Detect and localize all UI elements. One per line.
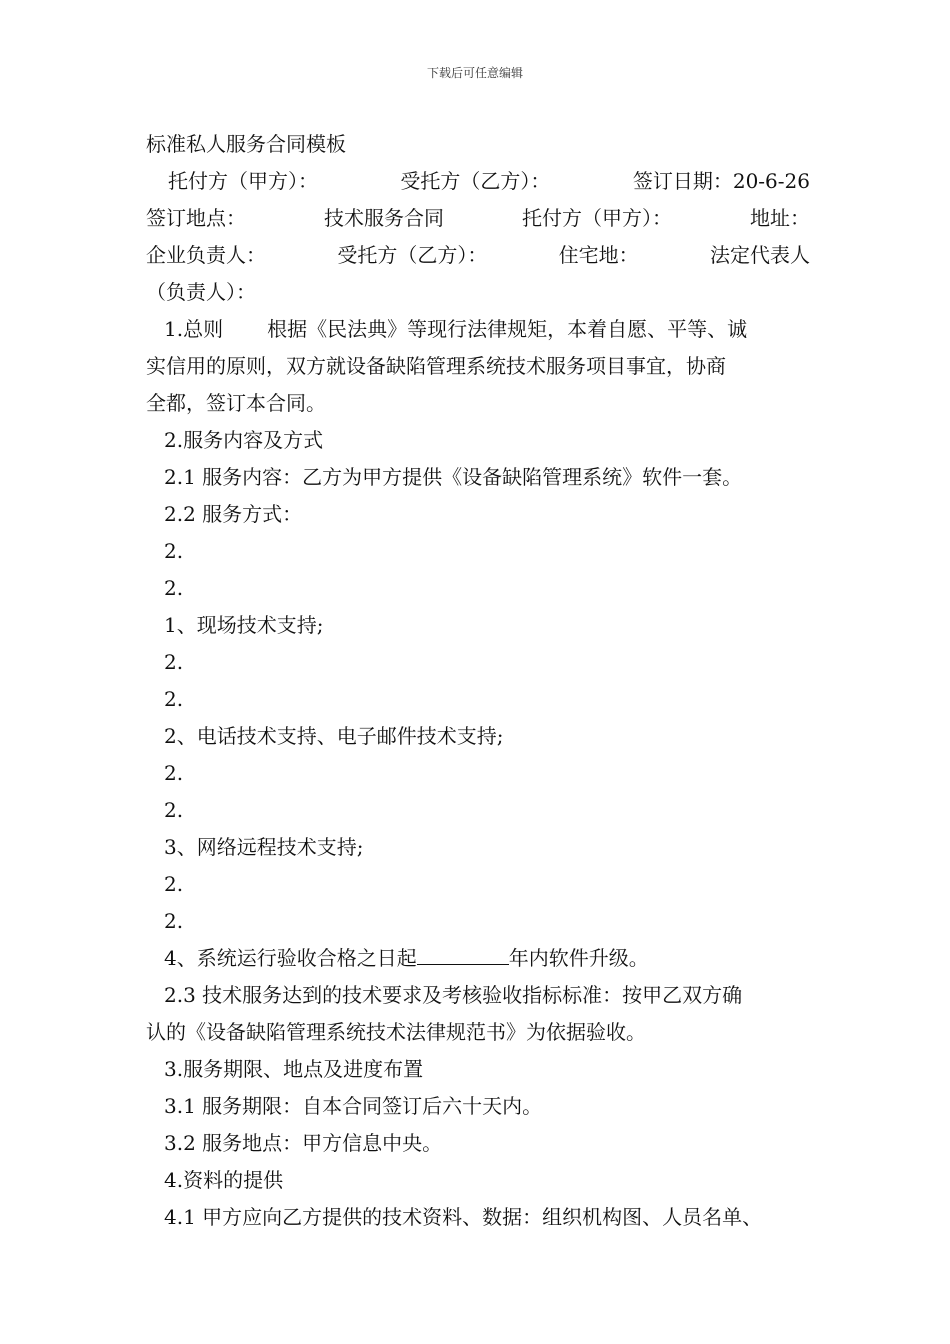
section-2-3-line-2: 认的《设备缺陷管理系统技术法律规范书》为依据验收。 <box>146 1020 646 1044</box>
client-label-2: 托付方（甲方）： <box>522 206 672 230</box>
document-title: 标准私人服务合同模板 <box>146 132 346 156</box>
client-label: 托付方（甲方）： <box>168 169 318 193</box>
list-number: 2. <box>164 650 184 674</box>
general-clause-text: 根据《民法典》等现行法律规矩，本着自愿、平等、诚 <box>267 317 748 341</box>
general-clause-line-3: 全都，签订本合同。 <box>146 391 326 415</box>
section-2-1: 2.1 服务内容：乙方为甲方提供《设备缺陷管理系统》软件一套。 <box>164 465 743 489</box>
contractor-label-2: 受托方（乙方）： <box>337 243 488 267</box>
location-row <box>146 200 810 237</box>
residence-label: 住宅地： <box>558 243 639 267</box>
company-head-label: 企业负责人： <box>146 243 266 267</box>
list-number: 2. <box>164 798 184 822</box>
service-item-1: 1、现场技术支持; <box>164 613 324 637</box>
signing-date: 签订日期：20-6-26 <box>632 169 810 193</box>
party-row <box>146 163 810 200</box>
responsible-person-label: （负责人）： <box>146 280 256 304</box>
service-item-3: 3、网络远程技术支持; <box>164 835 364 859</box>
section-3-2: 3.2 服务地点：甲方信息中央。 <box>164 1131 443 1155</box>
legal-rep-label: 法定代表人 <box>709 243 810 267</box>
general-clause-heading: 1.总则 <box>164 317 224 341</box>
list-number: 2. <box>164 761 184 785</box>
section-3-1: 3.1 服务期限：自本合同签订后六十天内。 <box>164 1094 543 1118</box>
general-clause-line-1 <box>146 311 810 348</box>
general-clause-line-2: 实信用的原则，双方就设备缺陷管理系统技术服务项目事宜，协商 <box>146 354 726 378</box>
representative-row <box>146 237 810 274</box>
section-4-heading: 4.资料的提供 <box>164 1168 284 1192</box>
section-2-3-line-1: 2.3 技术服务达到的技术要求及考核验收指标标准：按甲乙双方确 <box>164 983 743 1007</box>
service-item-4-suffix: 年内软件升级。 <box>508 946 649 970</box>
section-3-heading: 3.服务期限、地点及进度布置 <box>164 1057 424 1081</box>
service-item-4 <box>146 940 810 977</box>
list-number: 2. <box>164 539 184 563</box>
list-number: 2. <box>164 909 184 933</box>
contract-document <box>146 126 810 1236</box>
service-item-4-prefix: 4、系统运行验收合格之日起 <box>164 946 417 970</box>
section-2-heading: 2.服务内容及方式 <box>164 428 324 452</box>
contractor-label: 受托方（乙方）： <box>400 169 551 193</box>
list-number: 2. <box>164 872 184 896</box>
section-4-1: 4.1 甲方应向乙方提供的技术资料、数据：组织机构图、人员名单、 <box>164 1205 763 1229</box>
fill-in-blank[interactable] <box>417 942 509 965</box>
list-number: 2. <box>164 576 184 600</box>
page-header-note: 下载后可任意编辑 <box>426 66 523 80</box>
signing-place-label: 签订地点： <box>146 206 246 230</box>
service-item-2: 2、电话技术支持、电子邮件技术支持; <box>164 724 504 748</box>
address-label: 地址： <box>750 206 810 230</box>
list-number: 2. <box>164 687 184 711</box>
contract-type: 技术服务合同 <box>324 206 444 230</box>
section-2-2: 2.2 服务方式： <box>164 502 303 526</box>
